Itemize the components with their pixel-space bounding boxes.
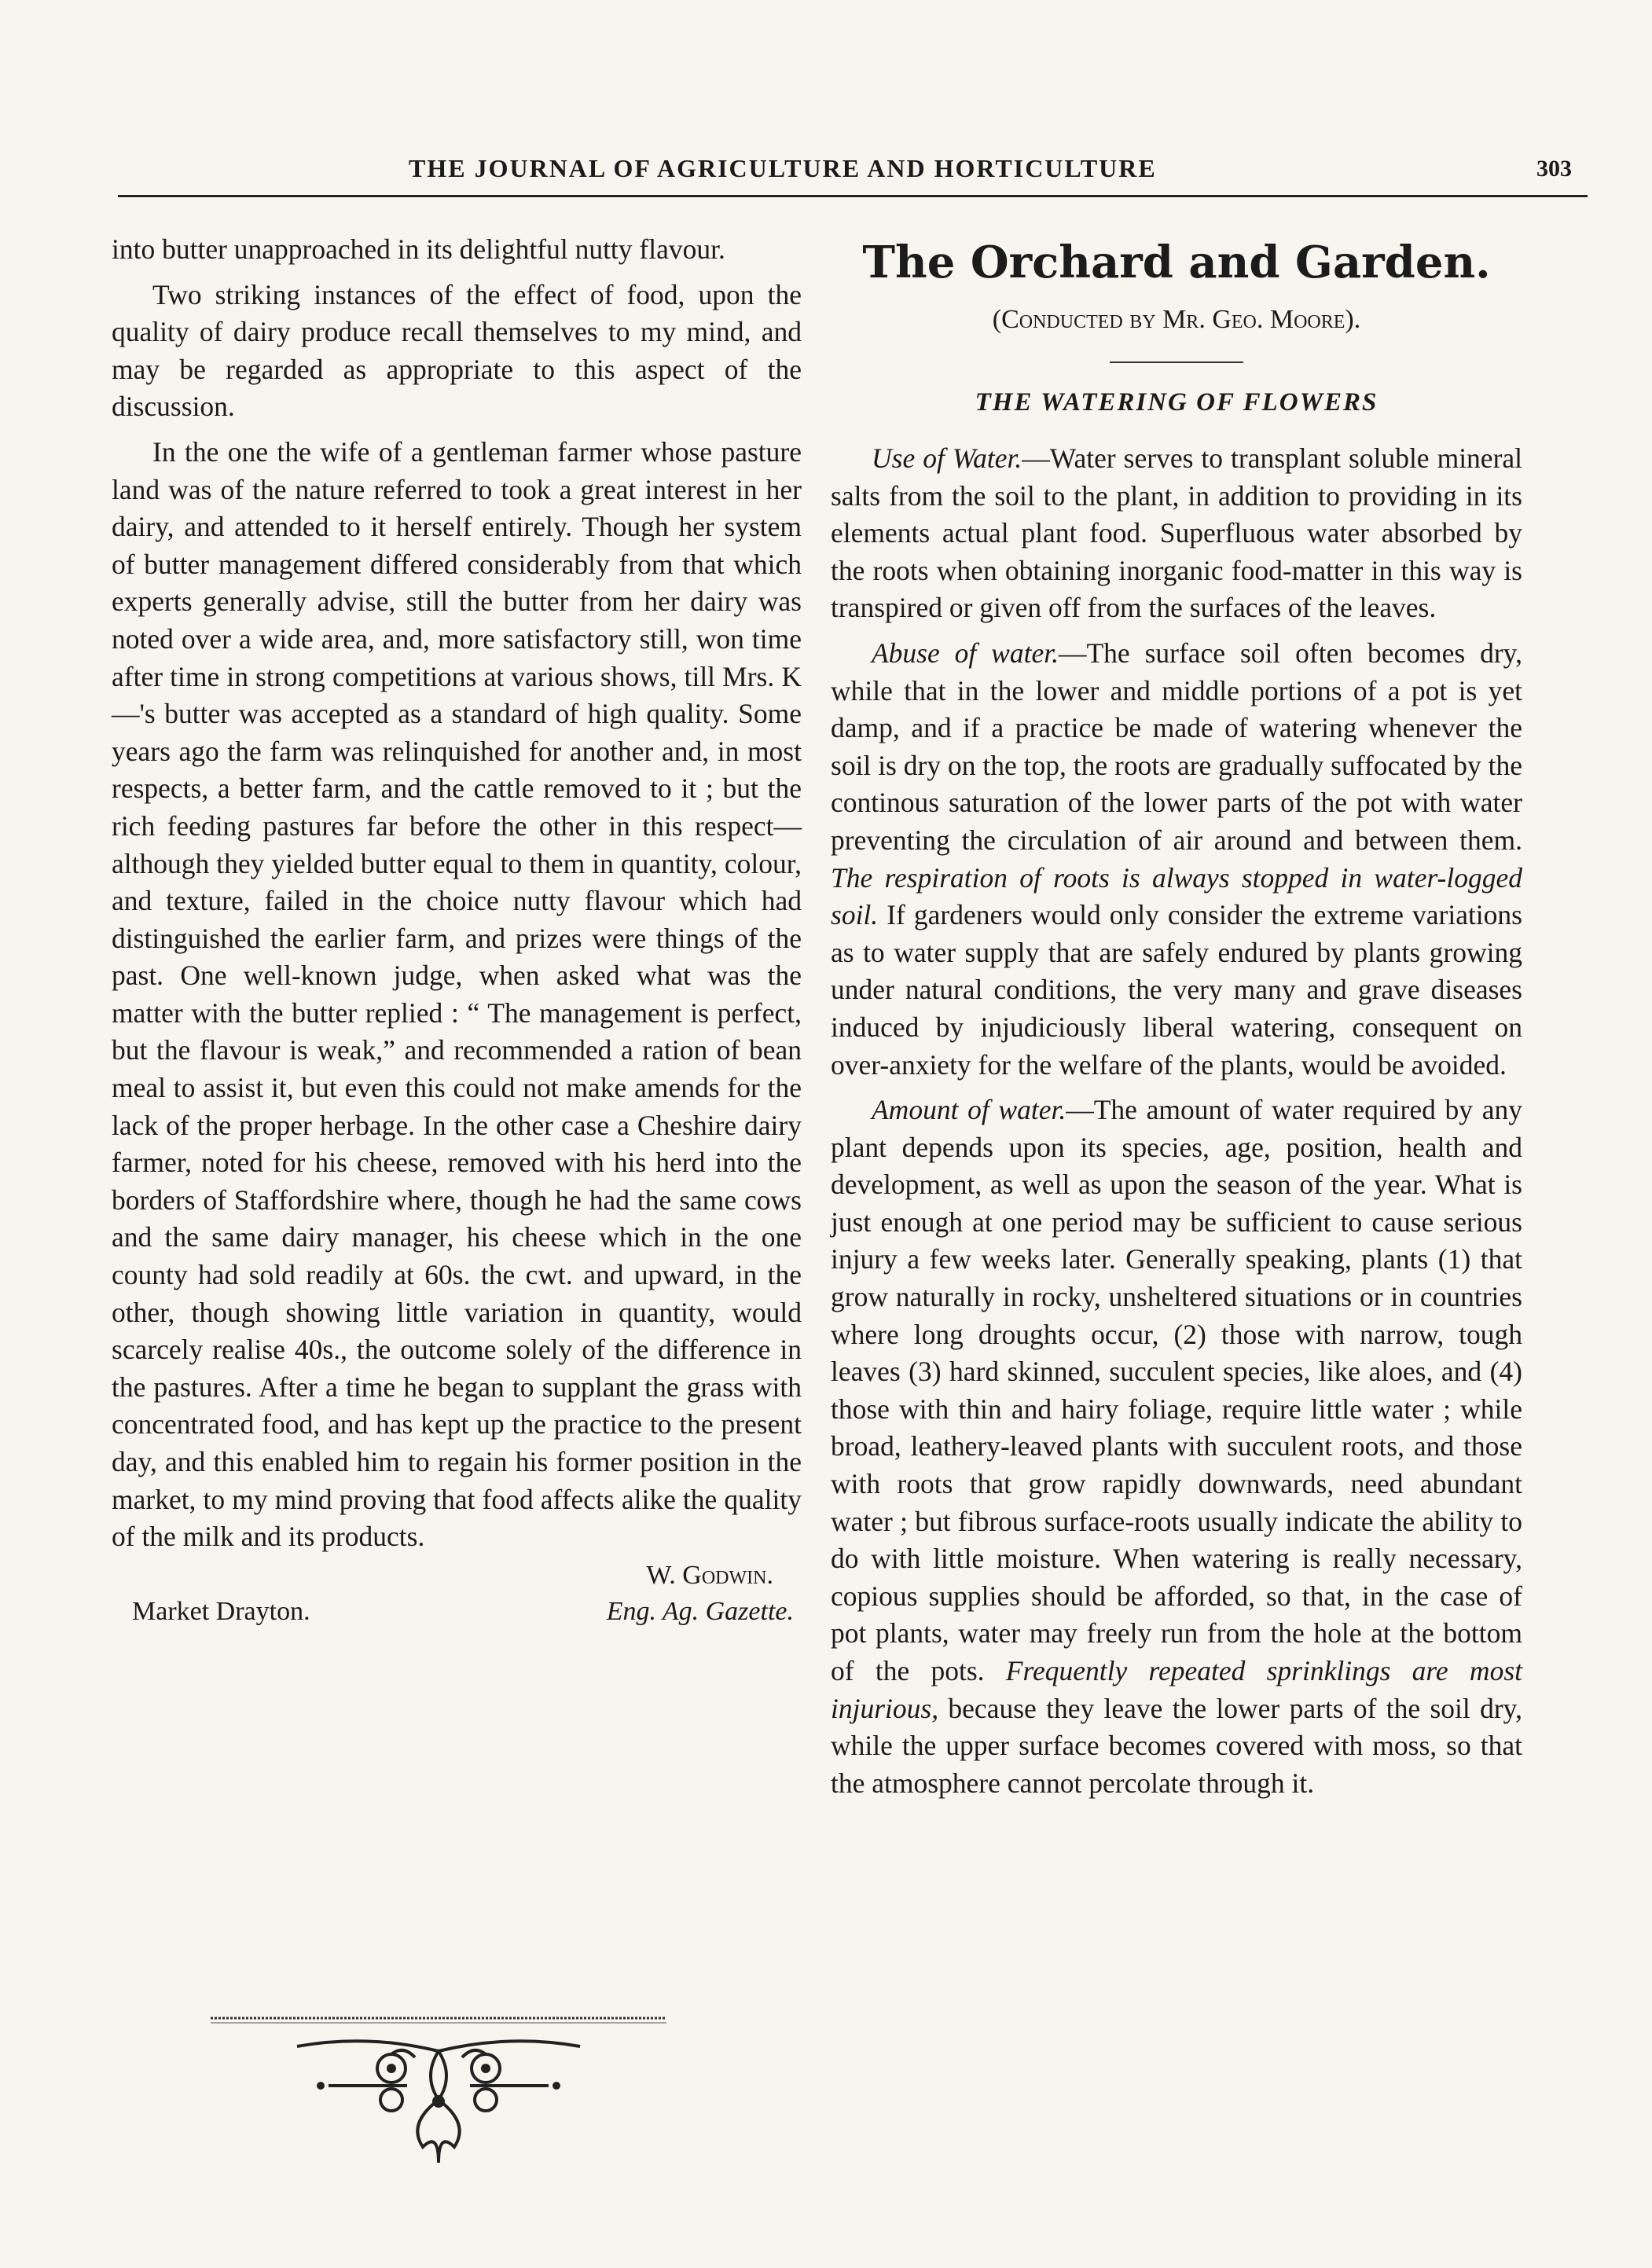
paragraph-amount-of-water [831, 1092, 1522, 1802]
signature-row [112, 1594, 802, 1630]
right-column [831, 231, 1522, 1802]
emphasis-text: Frequently repeated sprinklings are most injurious, [831, 1655, 1522, 1724]
article-title: THE WATERING OF FLOWERS [975, 388, 1379, 417]
emphasis-text: The respiration of roots is always stopped in water-logged soil. [831, 861, 1522, 931]
running-header [118, 154, 1588, 201]
scroll-ornament-icon [211, 2013, 666, 2171]
decorative-ornament [211, 2013, 666, 2171]
page-number: 303 [1536, 156, 1572, 182]
author-signature: W. Godwin. [646, 1560, 773, 1590]
paragraph-text: If gardeners would only consider the extreme variations as to water supply that are safely endured by plants growing under natural conditions, the very many and grave diseases induced by injudiciously liberal watering, consequent on over-anxiety for the welfare of the plants, would be avoided. [831, 899, 1522, 1081]
signature-source: Eng. Ag. Gazette. [606, 1596, 794, 1626]
paragraph: In the one the wife of a gentleman farmer whose pasture land was of the nature referred to took a great interest in her dairy, and attended to it herself entirely. Though her system of butter management differed considerably from that which experts generally advise, still the butter from her dairy was noted over a wide area, and, more satisfactory still, won time after time in strong competitions at various shows, till Mrs. K—'s butter was accepted as a standard of high quality. Some years ago the farm was relinquished for another and, in most respects, a better farm, and the cattle removed to it ; but the rich feeding pastures far before the other in this respect—although they yielded butter equal to them in quantity, colour, and texture, failed in the choice nutty flavour which had distinguished the earlier farm, and prizes were things of the past. One well-known judge, when asked what was the matter with the butter replied : “ The management is perfect, but the flavour is weak,” and recommended a ration of bean meal to assist it, but even this could not make amends for the lack of the proper herbage. In the other case a Cheshire dairy farmer, noted for his cheese, removed with his herd into the borders of Staffordshire where, though he had the same cows and the same dairy manager, his cheese which in the one county had sold readily at 60s. the cwt. and upward, in the other, though showing little variation in quantity, would scarcely realise 40s., the outcome solely of the difference in the pastures. After a time he began to supplant the grass with concentrated food, and has kept up the practice to the present day, and this enabled him to regain his former position in the market, to my mind proving that food affects alike the quality of the milk and its products. [112, 435, 802, 1553]
paragraph-text: because they leave the lower parts of the soil dry, while the upper surface becomes covered with moss, so that the atmosphere cannot percolate through it. [831, 1692, 1522, 1799]
section-title: The Orchard and Garden. [862, 237, 1491, 288]
paragraph-label: Abuse of water. [872, 637, 1059, 669]
paragraph-label: Amount of water. [872, 1094, 1066, 1126]
signature-place: Market Drayton. [132, 1596, 310, 1626]
left-column [112, 231, 802, 1630]
paragraph-abuse-of-water [831, 635, 1522, 1084]
paragraph-label: Use of Water. [872, 442, 1022, 474]
header-rule [118, 195, 1588, 197]
section-divider [1110, 361, 1243, 363]
paragraph-text: —Water serves to transplant soluble mineral salts from the soil to the plant, in addition to providing in its elements actual plant food. Superfluous water absorbed by the roots when obtaining inorganic food-matter in this way is transpired or given off from the surfaces of the leaves. [831, 442, 1523, 624]
paragraph-text: —The surface soil often becomes dry, while that in the lower and middle portions of a pot is yet damp, and if a practice be made of watering whenever the soil is dry on the top, the roots are gradually suffocated by the continous saturation of the lower parts of the pot with water preventing the circulation of air around and between them. [831, 637, 1522, 856]
journal-title: THE JOURNAL OF AGRICULTURE AND HORTICULTURE [409, 154, 1157, 182]
paragraph-text: —The amount of water required by any plant depends upon its species, age, position, health and development, as well as upon the season of the year. What is just enough at one period may be sufficient to cause serious injury a few weeks later. Generally speaking, plants (1) that grow naturally in rocky, unsheltered situations or in countries where long droughts occur, (2) those with narrow, tough leaves (3) hard skinned, succulent species, like aloes, and (4) those with thin and hairy foliage, require little water ; while broad, leathery-leaved plants with succulent roots, and those with roots that grow rapidly downwards, need abundant water ; but fibrous surface-roots usually indicate the ability to do with little moisture. When watering is really necessary, copious supplies should be afforded, so that, in the case of pot plants, water may freely run from the hole at the bottom of the pots. [831, 1094, 1522, 1686]
paragraph: Two striking instances of the effect of food, upon the quality of dairy produce recall themselves to my mind, and may be regarded as appropriate to this aspect of the discussion. [112, 278, 802, 423]
section-subtitle: (Conducted by Mr. Geo. Moore). [992, 305, 1361, 334]
paragraph-continuation: into butter unapproached in its delightful nutty flavour. [112, 233, 725, 265]
paragraph-use-of-water [831, 440, 1522, 627]
